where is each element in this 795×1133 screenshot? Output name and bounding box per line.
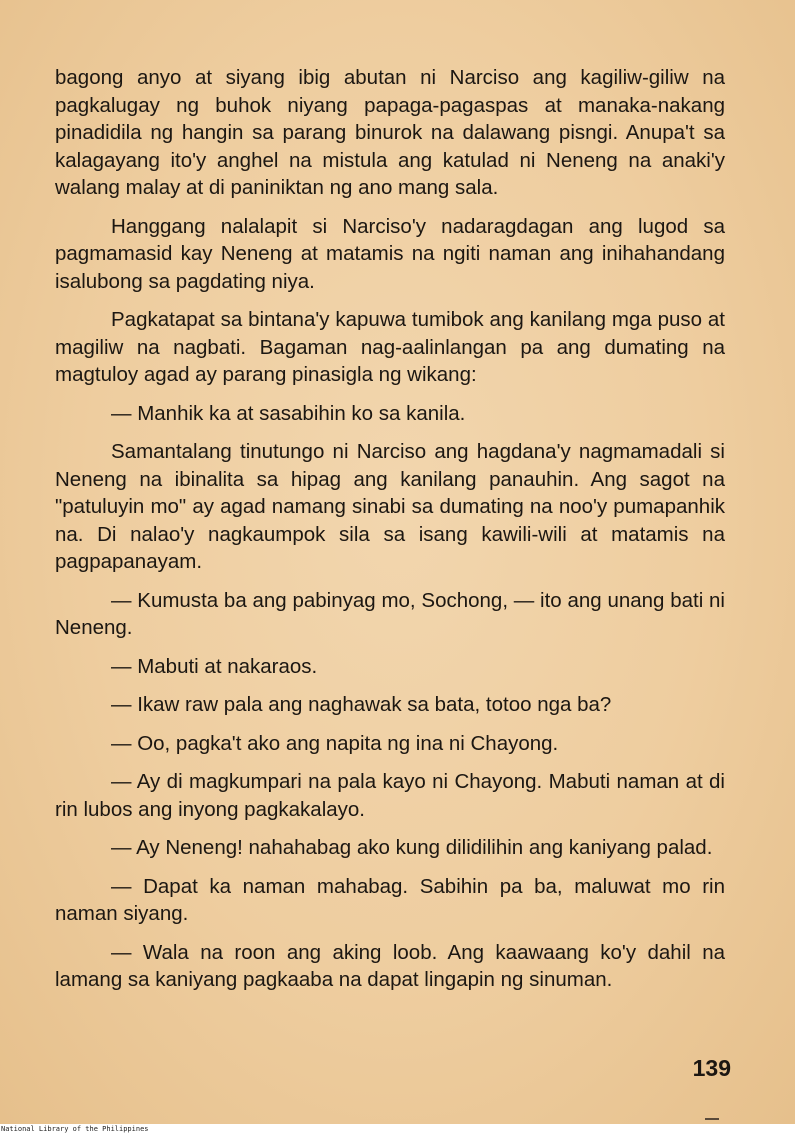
dialogue-line-2: — Kumusta ba ang pabinyag mo, Sochong, — ito ang unang bati ni Neneng. [55, 588, 725, 639]
dialogue-line-1: — Manhik ka at sasabihin ko sa kanila. [111, 401, 466, 425]
page-number: 139 [692, 1055, 731, 1081]
paragraph-2: Hanggang nalalapit si Narciso'y nadaragdagan ang lugod sa pagmamasid kay Neneng at matamis na ngiti naman ang inihahandang isalubong sa pagdating niya. [55, 214, 725, 293]
dialogue-line-5: — Oo, pagka't ako ang napita ng ina ni Chayong. [111, 731, 559, 755]
corner-mark [705, 1118, 719, 1120]
paragraph-1: bagong anyo at siyang ibig abutan ni Narciso ang kagiliw-giliw na pagkalugay ng buhok niyang papaga-pagaspas at manaka-nakang pinadidila ng hangin sa parang binurok na dalawang pisngi. Anupa't sa kalagayang ito'y anghel na mistula ang katulad ni Neneng na anaki'y walang malay at di paniniktan ng ano mang sala. [55, 66, 725, 199]
paragraph-4: Samantalang tinutungo ni Narciso ang hagdana'y nagmamadali si Neneng na ibinalita sa hipag ang kanilang panauhin. Ang sagot na "patuluyin mo" ay agad namang sinabi sa dumating na noo'y pumapanhik na. Di nalao'y nagkaumpok sila sa isang kawili-wili at matamis na pagpapanayam. [55, 440, 725, 573]
dialogue-line-4: — Ikaw raw pala ang naghawak sa bata, totoo nga ba? [111, 693, 612, 716]
dialogue-line-6: — Ay di magkumpari na pala kayo ni Chayong. Mabuti naman at di rin lubos ang inyong pagkakalayo. [55, 770, 725, 821]
dialogue-line-3: — Mabuti at nakaraos. [111, 654, 318, 678]
paragraph-3: Pagkatapat sa bintana'y kapuwa tumibok ang kanilang mga puso at magiliw na nagbati. Bagaman nag-aalinlangan pa ang dumating na magtuloy agad ay parang pinasigla ng wikang: [55, 308, 725, 386]
body-text [55, 64, 725, 1005]
dialogue-line-7: — Ay Neneng! nahahabag ako kung dilidilihin ang kaniyang palad. [111, 836, 713, 859]
dialogue-line-9: — Wala na roon ang aking loob. Ang kaawaang ko'y dahil na lamang sa kaniyang pagkaaba na dapat lingapin ng sinuman. [55, 940, 725, 991]
dialogue-line-8: — Dapat ka naman mahabag. Sabihin pa ba, maluwat mo rin naman siyang. [55, 874, 725, 925]
library-footer: National Library of the Philippines [1, 1125, 149, 1133]
